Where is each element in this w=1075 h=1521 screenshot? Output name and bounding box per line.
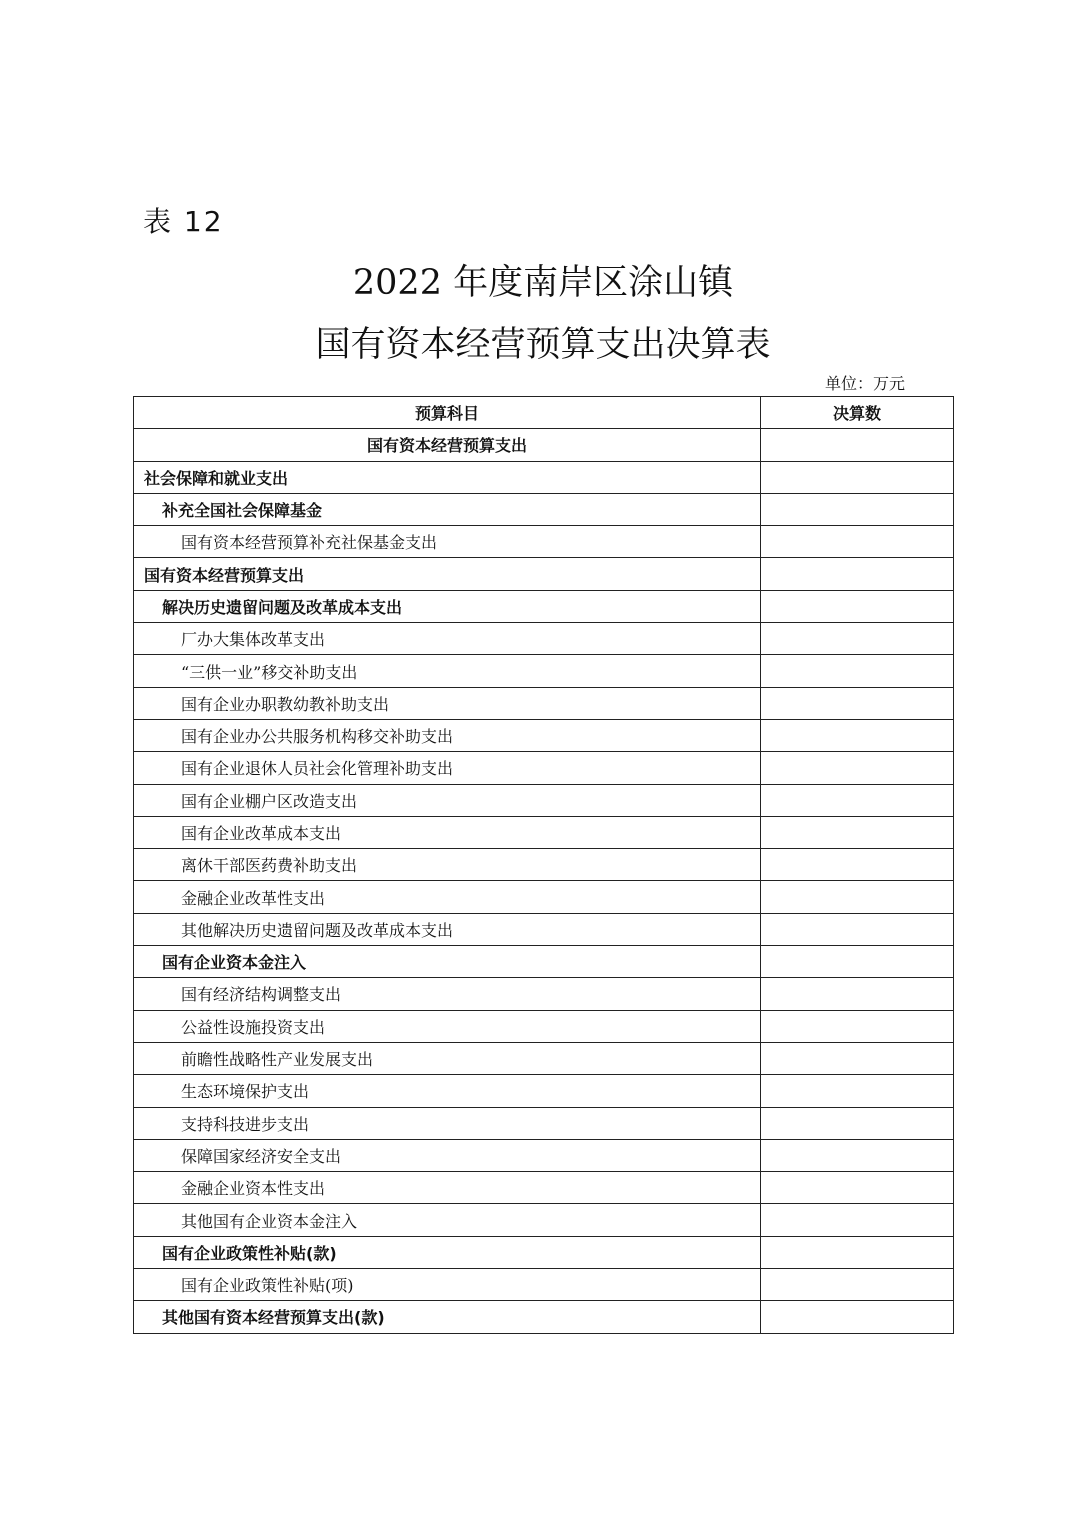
- table-row: [134, 719, 954, 751]
- table-row: [134, 978, 954, 1010]
- row-label: 国有企业政策性补贴(款): [134, 1236, 761, 1268]
- row-label: 国有企业政策性补贴(项): [134, 1269, 761, 1301]
- row-value: [761, 913, 954, 945]
- row-value: [761, 1236, 954, 1268]
- row-label: 补充全国社会保障基金: [134, 493, 761, 525]
- table-row: [134, 913, 954, 945]
- row-value: [761, 1042, 954, 1074]
- row-value: [761, 623, 954, 655]
- row-value: [761, 1269, 954, 1301]
- table-row: [134, 784, 954, 816]
- row-label: 生态环境保护支出: [134, 1075, 761, 1107]
- row-value: [761, 1172, 954, 1204]
- table-row: [134, 1269, 954, 1301]
- row-value: [761, 1075, 954, 1107]
- table-row: [134, 1042, 954, 1074]
- table-row: [134, 816, 954, 848]
- table-row: [134, 623, 954, 655]
- table-row: [134, 655, 954, 687]
- row-label: 离休干部医药费补助支出: [134, 849, 761, 881]
- table-row: [134, 946, 954, 978]
- row-value: [761, 978, 954, 1010]
- table-row: [134, 1204, 954, 1236]
- row-value: [761, 1139, 954, 1171]
- row-value: [761, 655, 954, 687]
- table-row: [134, 1172, 954, 1204]
- row-label: 支持科技进步支出: [134, 1107, 761, 1139]
- table-row: [134, 493, 954, 525]
- row-value: [761, 816, 954, 848]
- table-row: [134, 1301, 954, 1333]
- row-label: 其他解决历史遗留问题及改革成本支出: [134, 913, 761, 945]
- row-label: 国有企业退休人员社会化管理补助支出: [134, 752, 761, 784]
- table-row: [134, 1010, 954, 1042]
- table-row: [134, 687, 954, 719]
- row-value: [761, 429, 954, 461]
- page-subtitle: 国有资本经营预算支出决算表: [315, 325, 771, 365]
- row-value: [761, 1010, 954, 1042]
- row-value: [761, 1204, 954, 1236]
- row-label: 其他国有资本经营预算支出(款): [134, 1301, 761, 1333]
- row-value: [761, 881, 954, 913]
- row-label: 解决历史遗留问题及改革成本支出: [134, 590, 761, 622]
- row-value: [761, 784, 954, 816]
- column-header-amount: 决算数: [761, 397, 954, 429]
- row-value: [761, 849, 954, 881]
- row-label: 国有资本经营预算支出: [134, 429, 761, 461]
- table-row: [134, 849, 954, 881]
- row-value: [761, 590, 954, 622]
- row-value: [761, 687, 954, 719]
- table-row: [134, 429, 954, 461]
- table-row: [134, 1107, 954, 1139]
- table-row: [134, 526, 954, 558]
- table-row: [134, 752, 954, 784]
- row-label: 其他国有企业资本金注入: [134, 1204, 761, 1236]
- table-row: [134, 881, 954, 913]
- table-row: [134, 1139, 954, 1171]
- row-label: 社会保障和就业支出: [134, 461, 761, 493]
- table-row: [134, 590, 954, 622]
- row-label: 国有企业棚户区改造支出: [134, 784, 761, 816]
- row-label: 国有资本经营预算补充社保基金支出: [134, 526, 761, 558]
- row-label: 国有企业资本金注入: [134, 946, 761, 978]
- row-label: 金融企业资本性支出: [134, 1172, 761, 1204]
- row-value: [761, 1107, 954, 1139]
- row-value: [761, 752, 954, 784]
- row-label: 国有经济结构调整支出: [134, 978, 761, 1010]
- row-value: [761, 946, 954, 978]
- row-value: [761, 493, 954, 525]
- page-title: 2022 年度南岸区涂山镇: [352, 263, 734, 303]
- unit-label: 单位：万元: [825, 374, 906, 393]
- table-row: [134, 461, 954, 493]
- row-value: [761, 461, 954, 493]
- row-label: 国有企业办公共服务机构移交补助支出: [134, 719, 761, 751]
- row-value: [761, 1301, 954, 1333]
- column-header-subject: 预算科目: [134, 397, 761, 429]
- row-label: 公益性设施投资支出: [134, 1010, 761, 1042]
- row-label: 国有企业改革成本支出: [134, 816, 761, 848]
- row-label: 前瞻性战略性产业发展支出: [134, 1042, 761, 1074]
- row-label: 国有资本经营预算支出: [134, 558, 761, 590]
- row-label: “三供一业”移交补助支出: [134, 655, 761, 687]
- table-row: [134, 558, 954, 590]
- table-header-row: [134, 397, 954, 429]
- budget-table: [133, 396, 954, 1334]
- row-label: 金融企业改革性支出: [134, 881, 761, 913]
- table-number: 表 12: [143, 205, 224, 238]
- row-label: 厂办大集体改革支出: [134, 623, 761, 655]
- table-row: [134, 1236, 954, 1268]
- row-value: [761, 719, 954, 751]
- row-value: [761, 558, 954, 590]
- table-row: [134, 1075, 954, 1107]
- row-label: 国有企业办职教幼教补助支出: [134, 687, 761, 719]
- row-value: [761, 526, 954, 558]
- row-label: 保障国家经济安全支出: [134, 1139, 761, 1171]
